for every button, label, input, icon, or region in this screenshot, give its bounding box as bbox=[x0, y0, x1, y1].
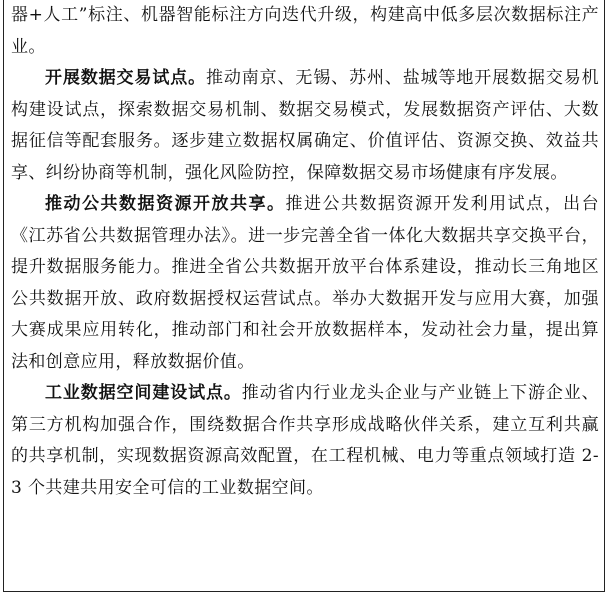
paragraph-data-trading-pilot bbox=[11, 63, 599, 189]
paragraph-public-data-sharing bbox=[11, 189, 599, 378]
paragraph-industrial-data-space bbox=[11, 378, 599, 504]
document-body bbox=[11, 0, 599, 504]
paragraph-text: 器+人工”标注、机器智能标注方向迭代升级，构建高中低多层次数据标注产业。 bbox=[11, 5, 599, 57]
paragraph-text: 推进公共数据资源开发利用试点，出台《江苏省公共数据管理办法》。进一步完善全省一体化大数据共享交换平台，提升数据服务能力。推进全省公共数据开放平台体系建设，推动长三角地区公共数据开放、政府数据授权运营试点。举办大数据开发与应用大赛，加强大赛成果应用转化，推动部门和社会开放数据样本，发动社会力量，提出算法和创意应用，释放数据价值。 bbox=[11, 194, 599, 372]
paragraph-text: 推动省内行业龙头企业与产业链上下游企业、第三方机构加强合作，围绕数据合作共享形成战略伙伴关系，建立互利共赢的共享机制，实现数据资源高效配置，在工程机械、电力等重点领域打造 2-3 个共建共用安全可信的工业数据空间。 bbox=[11, 383, 600, 498]
paragraph-heading: 开展数据交易试点。 bbox=[45, 68, 206, 88]
paragraph-text: 推动南京、无锡、苏州、盐城等地开展数据交易机构建设试点，探索数据交易机制、数据交易模式，发展数据资产评估、大数据征信等配套服务。逐步建立数据权属确定、价值评估、资源交换、效益共享、纠纷协商等机制，强化风险防控，保障数据交易市场健康有序发展。 bbox=[11, 68, 599, 183]
paragraph-heading: 推动公共数据资源开放共享。 bbox=[45, 194, 286, 214]
paragraph-continuation bbox=[11, 0, 599, 63]
paragraph-heading: 工业数据空间建设试点。 bbox=[45, 383, 242, 403]
